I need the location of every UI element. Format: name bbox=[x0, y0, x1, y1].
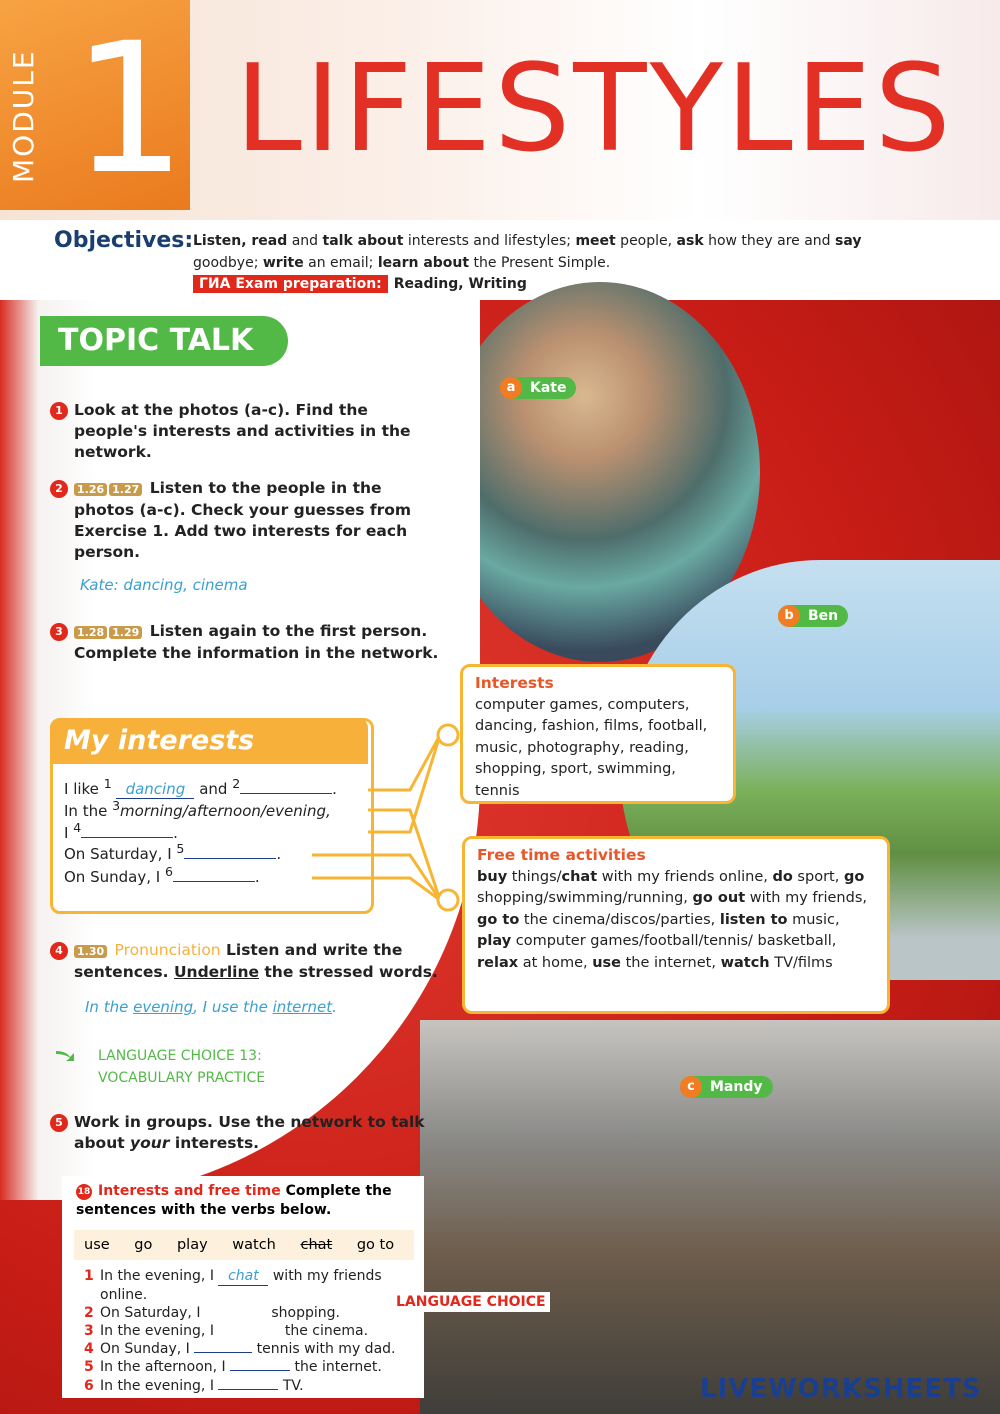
activity-verb: do bbox=[772, 868, 793, 885]
sentence-item: 3 In the evening, I the cinema. bbox=[84, 1323, 369, 1339]
activity-verb: watch bbox=[720, 954, 770, 971]
objectives-text: Listen, read and talk about interests and lifestyles; meet people, ask how they are and say goodbye; write an email; learn about the Present Simple. bbox=[193, 233, 862, 271]
activity-verb: go bbox=[843, 868, 865, 885]
exercise-text: Listen to the people in the photos (a-c). Check your guesses from Exercise 1. Add two interests for each person. bbox=[74, 479, 412, 561]
sentence-item: 1 In the evening, I chat with my friends online. bbox=[84, 1268, 382, 1303]
word-bank-item: play bbox=[176, 1237, 208, 1253]
word-bank bbox=[74, 1230, 414, 1260]
word-bank-item: go to bbox=[356, 1237, 395, 1253]
activity-text: sport, bbox=[792, 868, 844, 885]
answer-blank-1[interactable]: dancing bbox=[116, 780, 194, 799]
language-choice-link[interactable]: LANGUAGE CHOICE 13: VOCABULARY PRACTICE bbox=[66, 1045, 265, 1089]
exercise-example: Kate: dancing, cinema bbox=[80, 576, 248, 594]
answer-blank[interactable] bbox=[194, 1352, 252, 1353]
answer-blank[interactable] bbox=[230, 1370, 290, 1371]
activity-verb: relax bbox=[477, 954, 519, 971]
exercise-4: 4 1.30 Pronunciation Listen and write the sentences. Underline the stressed words. bbox=[50, 940, 445, 983]
free-time-text bbox=[477, 867, 875, 975]
activity-text: with my friends online, bbox=[597, 868, 773, 885]
module-label: MODULE bbox=[7, 49, 40, 183]
exam-skills: Reading, Writing bbox=[393, 276, 527, 292]
exercise-number: 4 bbox=[50, 942, 68, 960]
sentence-item: 6 In the evening, I TV. bbox=[84, 1378, 304, 1394]
activity-text: computer games/football/tennis/ basketball, bbox=[511, 933, 837, 949]
module-number: 1 bbox=[72, 5, 187, 214]
audio-track-button[interactable]: 1.30 bbox=[74, 945, 107, 958]
objectives-label: Objectives: bbox=[54, 228, 194, 253]
person-label-mandy: c Mandy bbox=[680, 1076, 773, 1098]
word-bank-item: watch bbox=[232, 1237, 276, 1253]
my-interests-line: On Saturday, I $^5$ . bbox=[64, 841, 282, 863]
pronunciation-label: Pronunciation bbox=[114, 941, 221, 959]
exam-preparation bbox=[193, 276, 527, 292]
activity-text: at home, bbox=[518, 954, 593, 971]
section-heading: TOPIC TALK bbox=[40, 316, 288, 366]
answer-blank[interactable]: chat bbox=[218, 1267, 268, 1286]
activity-text: music, bbox=[787, 911, 840, 928]
exercise-example: In the evening, I use the internet. bbox=[85, 998, 337, 1016]
exam-tag: ГИА Exam preparation: bbox=[193, 275, 388, 293]
activity-verb: go out bbox=[692, 890, 746, 906]
activity-text: TV/films bbox=[769, 954, 833, 971]
activity-text: the cinema/discos/parties, bbox=[519, 911, 720, 928]
page-title: LIFESTYLES bbox=[235, 40, 954, 179]
arrow-icon bbox=[56, 1047, 78, 1061]
my-interests-line: In the $^3$morning/afternoon/evening, bbox=[64, 798, 331, 820]
activity-verb: play bbox=[477, 933, 512, 949]
activity-verb: go to bbox=[477, 911, 520, 928]
my-interests-line: I like $^1$ dancing and $^2$ . bbox=[64, 776, 337, 798]
exercise-5: 5 Work in groups. Use the network to talk about your interests. bbox=[50, 1112, 445, 1154]
network-interests: Interests computer games, computers, dancing, fashion, films, football, music, photography, reading, shopping, sport, swimming, tennis bbox=[460, 664, 736, 804]
answer-blank-4[interactable] bbox=[81, 837, 173, 838]
audio-track-button[interactable]: 1.27 bbox=[109, 483, 142, 496]
activity-text: things/ bbox=[507, 868, 562, 885]
person-label-kate: a Kate bbox=[500, 377, 576, 399]
word-bank-item: use bbox=[84, 1237, 110, 1253]
activity-verb: buy bbox=[477, 868, 508, 885]
activity-text: with my friends, bbox=[745, 890, 867, 906]
activity-verb: use bbox=[592, 954, 622, 971]
exercise-number: 5 bbox=[50, 1114, 68, 1132]
exercise-number: 2 bbox=[50, 480, 68, 498]
activity-text: the internet, bbox=[621, 954, 721, 971]
answer-blank[interactable] bbox=[218, 1389, 278, 1390]
exercise-text: Look at the photos (a-c). Find the people's interests and activities in the network. bbox=[74, 401, 411, 461]
person-label-ben: b Ben bbox=[778, 605, 848, 627]
answer-blank-5[interactable] bbox=[184, 858, 276, 859]
activity-text: shopping/swimming/running, bbox=[477, 890, 693, 906]
sentence-item: 4 On Sunday, I tennis with my dad. bbox=[84, 1341, 396, 1357]
exercise-number: 1 bbox=[50, 402, 68, 420]
exercise-text: Listen again to the first person. Complete the information in the network. bbox=[74, 622, 439, 662]
answer-blank-2[interactable] bbox=[240, 793, 332, 794]
sentence-item: 2 On Saturday, I shopping. bbox=[84, 1305, 340, 1321]
audio-track-button[interactable]: 1.28 bbox=[74, 626, 107, 639]
my-interests-line: On Sunday, I $^6$ . bbox=[64, 864, 260, 886]
answer-choice-3[interactable]: morning/afternoon/evening, bbox=[120, 802, 331, 820]
audio-track-button[interactable]: 1.29 bbox=[109, 626, 142, 639]
my-interests-title: My interests bbox=[50, 718, 368, 764]
word-bank-item: go bbox=[134, 1237, 153, 1253]
word-bank-item: chat bbox=[300, 1237, 333, 1253]
exercise-number: 3 bbox=[50, 623, 68, 641]
audio-track-button[interactable]: 1.26 bbox=[74, 483, 107, 496]
exercise-3 bbox=[50, 621, 445, 664]
answer-blank-6[interactable] bbox=[173, 881, 255, 882]
activity-verb: listen to bbox=[719, 911, 788, 928]
watermark-logo: LIVEWORKSHEETS bbox=[700, 1374, 982, 1404]
network-free-time: Free time activities buy things/chat with my friends online, do sport, go shopping/swimming/running, go out with my friends, go to the cinema/discos/parties, listen to music, play computer games/football/tennis/ basketball, relax at home, use the internet, watch TV/films bbox=[462, 836, 890, 1014]
sentence-item: 5 In the afternoon, I the internet. bbox=[84, 1359, 382, 1375]
language-choice-tag: LANGUAGE CHOICE bbox=[392, 1292, 550, 1312]
exercise-2 bbox=[50, 478, 445, 563]
exercise-1 bbox=[50, 400, 445, 463]
language-choice-heading: 18 Interests and free time Complete the sentences with the verbs below. bbox=[76, 1183, 392, 1218]
my-interests-line: I $^4$ . bbox=[64, 820, 178, 842]
activity-verb: chat bbox=[561, 868, 598, 885]
